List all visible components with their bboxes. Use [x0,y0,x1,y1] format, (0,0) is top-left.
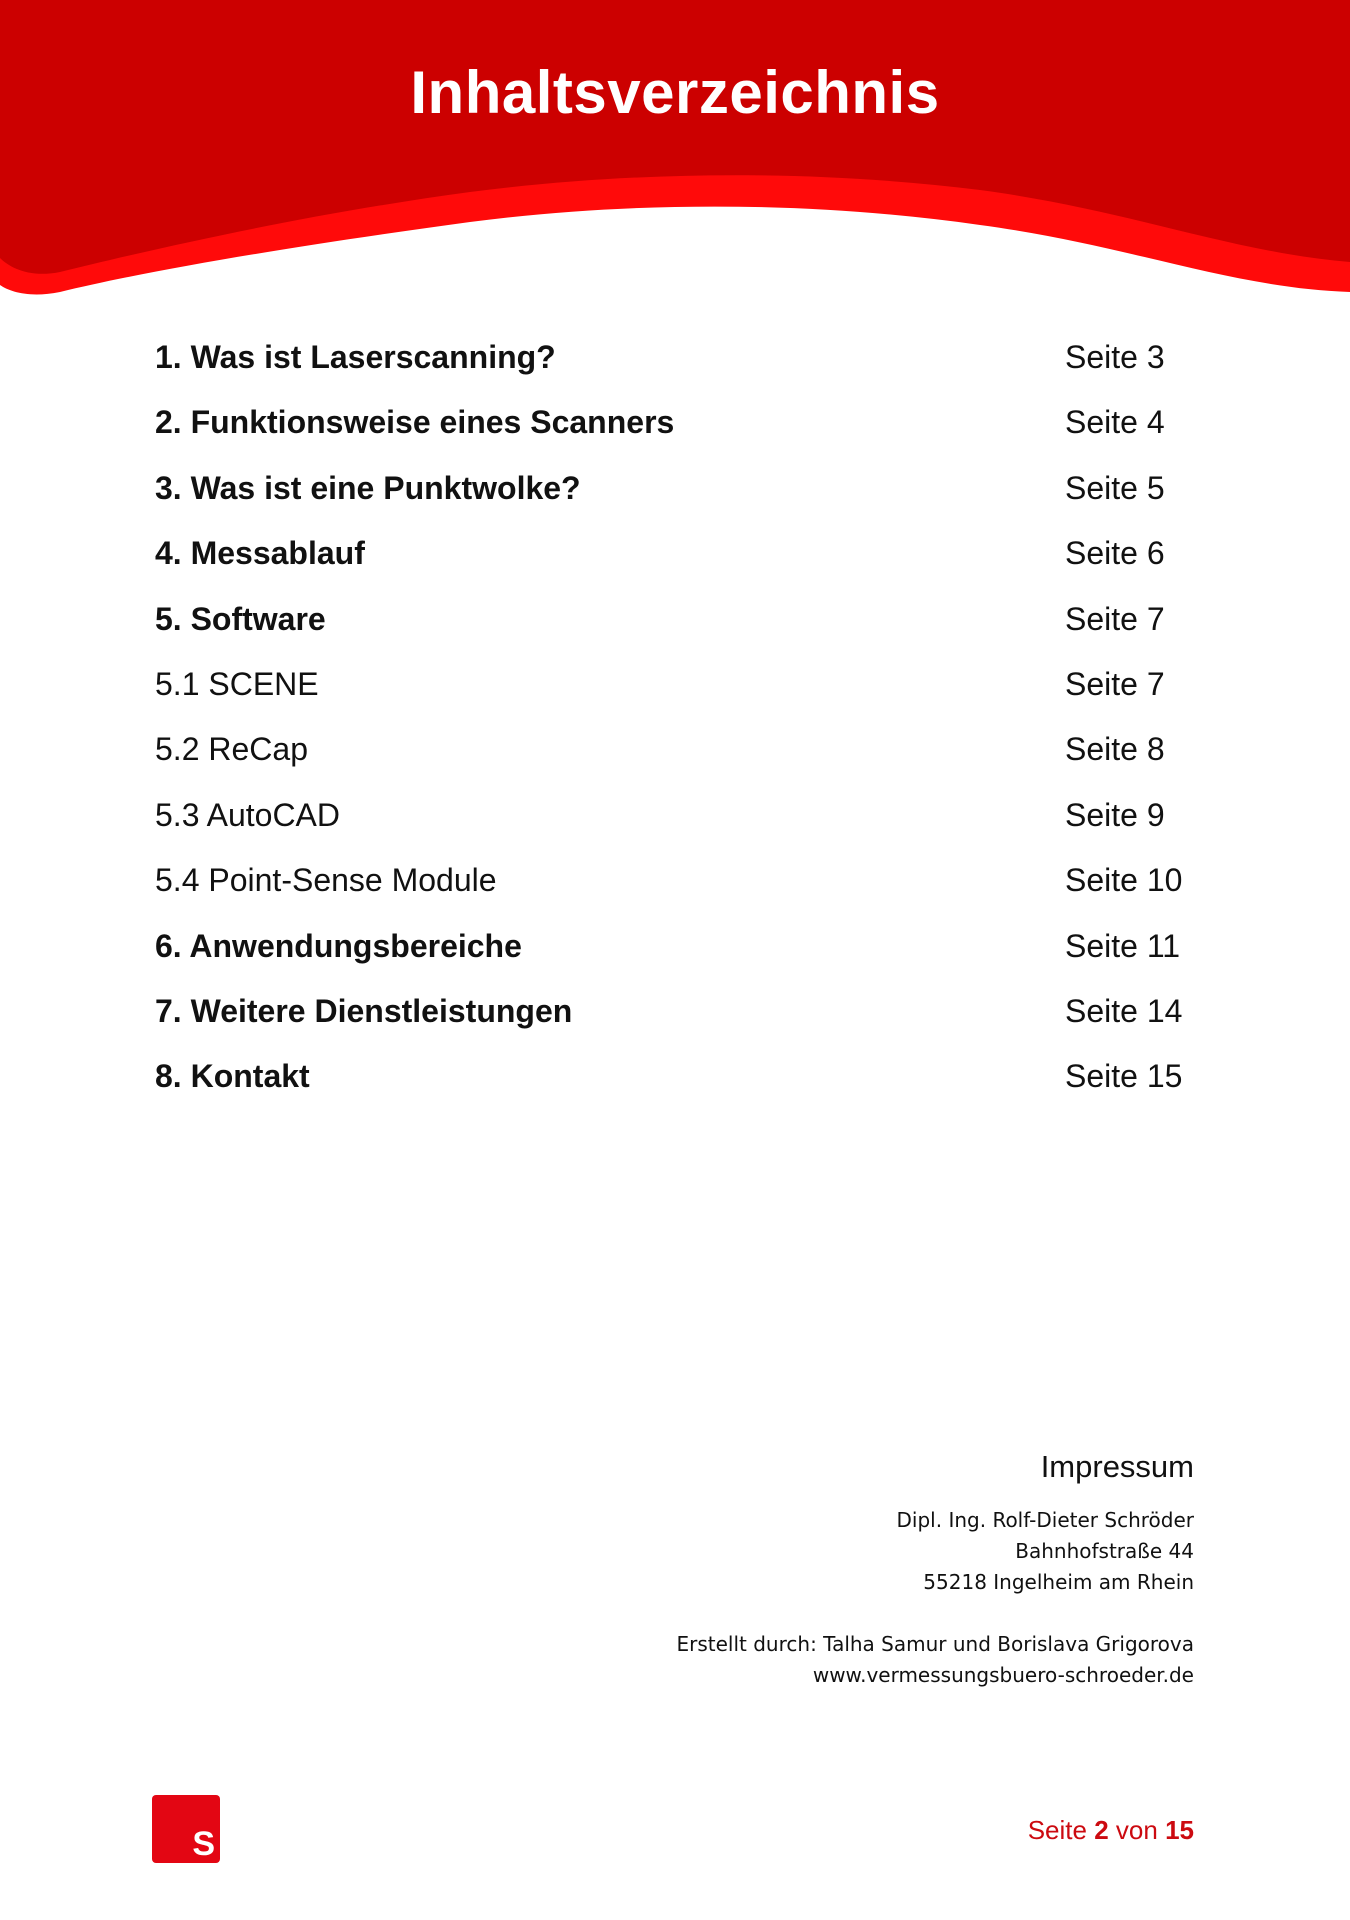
red-wave-shape [0,0,1350,300]
toc-entry[interactable] [155,397,1195,462]
toc-entry[interactable] [155,790,1195,855]
toc-entry-page: Seite 15 [1065,1058,1183,1095]
address-name: Dipl. Ing. Rolf-Dieter Schröder [896,1508,1194,1532]
toc-entry-title: 4. Messablauf [155,535,365,572]
toc-entry[interactable] [155,528,1195,593]
toc-entry[interactable] [155,1051,1195,1116]
toc-entry[interactable] [155,659,1195,724]
toc-entry-page: Seite 5 [1065,469,1165,506]
toc-entry-title: 3. Was ist eine Punktwolke? [155,469,581,506]
toc-entry-page: Seite 8 [1065,731,1165,768]
toc-entry-page: Seite 11 [1065,927,1181,964]
toc-entry-page: Seite 7 [1065,600,1165,637]
toc-entry-title: 1. Was ist Laserscanning? [155,339,556,375]
toc-entry-title: 5.2 ReCap [155,731,308,768]
toc-entry-page: Seite 7 [1065,665,1165,702]
page-counter [1028,1815,1194,1846]
toc-entry-title: 8. Kontakt [155,1058,310,1095]
toc-entry[interactable] [155,594,1195,659]
page-title: Inhaltsverzeichnis [410,59,940,126]
toc-entry-title: 5.4 Point-Sense Module [155,862,497,899]
address-street: Bahnhofstraße 44 [1015,1539,1194,1563]
toc-entry-title: 7. Weitere Dienstleistungen [155,992,573,1029]
website-link[interactable]: www.vermessungsbuero-schroeder.de [812,1663,1194,1687]
toc-entry[interactable] [155,986,1195,1051]
toc-entry[interactable] [155,724,1195,789]
page-prefix: Seite [1027,1815,1087,1845]
toc-entry-page: Seite 14 [1065,992,1183,1029]
toc-entry[interactable] [155,855,1195,920]
toc-entry[interactable] [155,332,1195,397]
page-current: 2 [1094,1815,1109,1845]
toc-entry-title: 5.3 AutoCAD [155,796,340,833]
page-separator: von [1115,1815,1158,1845]
address-city: 55218 Ingelheim am Rhein [923,1570,1194,1594]
impressum-block [494,1445,1194,1691]
logo-letter: S [192,1825,215,1863]
toc-entry-page: Seite 6 [1065,535,1165,572]
toc-entry-title: 5. Software [155,600,326,637]
toc-entry-title: 6. Anwendungsbereiche [155,927,522,964]
impressum-heading: Impressum [1040,1449,1194,1484]
toc-entry-title: 5.1 SCENE [155,665,319,702]
company-logo [152,1795,220,1863]
page-total: 15 [1165,1815,1194,1845]
toc-entry[interactable] [155,921,1195,986]
toc-entry-page: Seite 3 [1065,339,1165,375]
toc-entry[interactable] [155,463,1195,528]
toc-entry-page: Seite 4 [1065,404,1165,441]
toc-entry-title: 2. Funktionsweise eines Scanners [155,404,675,441]
header-banner [0,0,1350,300]
toc-entry-page: Seite 9 [1065,796,1165,833]
table-of-contents [155,332,1195,1117]
credits-authors: Erstellt durch: Talha Samur und Borislava Grigorova [676,1632,1194,1656]
toc-entry-page: Seite 10 [1065,862,1183,899]
